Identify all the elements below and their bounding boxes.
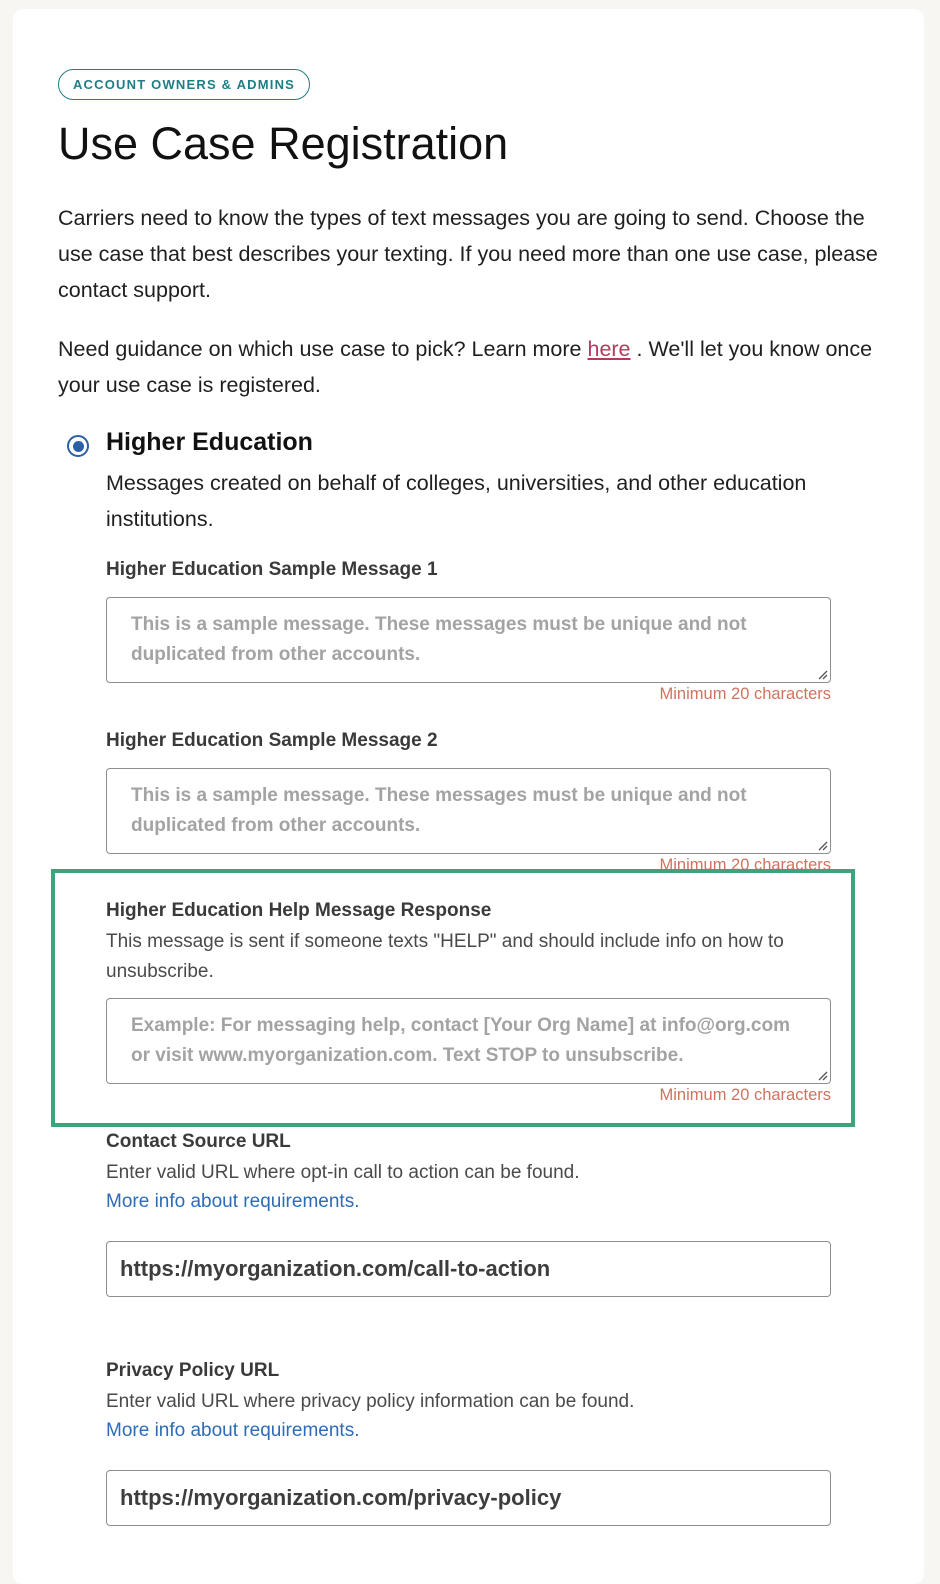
help-message-label: Higher Education Help Message Response — [106, 900, 492, 921]
sample-message-1-placeholder: This is a sample message. These messages must be unique and not duplicated from other accounts. — [131, 614, 747, 665]
guidance-text — [58, 331, 878, 403]
use-case-description: Messages created on behalf of colleges, universities, and other education institutions. — [106, 471, 807, 531]
contact-url-input[interactable]: https://myorganization.com/call-to-action — [106, 1241, 831, 1297]
sample-message-2-textarea[interactable] — [106, 768, 831, 854]
contact-url-requirements-link[interactable]: More info about requirements. — [106, 1191, 360, 1212]
intro-text: Carriers need to know the types of text messages you are going to send. Choose the use case that best describes your texting. If you need more than one use case, please contact support. — [58, 206, 878, 302]
sample-message-2-hint: Minimum 20 characters — [659, 856, 831, 874]
privacy-url-description: Enter valid URL where privacy policy information can be found. — [106, 1391, 635, 1412]
resize-handle-icon[interactable] — [816, 668, 828, 680]
contact-url-description: Enter valid URL where opt-in call to action can be found. — [106, 1162, 580, 1183]
resize-handle-icon[interactable] — [816, 839, 828, 851]
guidance-text-before: Need guidance on which use case to pick? Learn more — [58, 337, 582, 361]
help-message-description: This message is sent if someone texts "HELP" and should include info on how to unsubscribe. — [106, 931, 784, 982]
sample-message-1-label: Higher Education Sample Message 1 — [106, 559, 438, 580]
page-title: Use Case Registration — [58, 118, 509, 169]
use-case-radio-selected[interactable] — [67, 435, 89, 457]
radio-dot — [73, 441, 84, 452]
help-message-placeholder: Example: For messaging help, contact [Your Org Name] at info@org.com or visit www.myorganization.com. Text STOP to unsubscribe. — [131, 1015, 790, 1066]
contact-url-label: Contact Source URL — [106, 1131, 291, 1152]
help-message-textarea[interactable] — [106, 998, 831, 1084]
privacy-url-input[interactable]: https://myorganization.com/privacy-policy — [106, 1470, 831, 1526]
guidance-here-link[interactable]: here — [587, 337, 631, 361]
sample-message-1-textarea[interactable] — [106, 597, 831, 683]
privacy-url-requirements-link[interactable]: More info about requirements. — [106, 1420, 360, 1441]
role-badge: ACCOUNT OWNERS & ADMINS — [58, 69, 310, 100]
sample-message-2-label: Higher Education Sample Message 2 — [106, 730, 438, 751]
resize-handle-icon[interactable] — [816, 1069, 828, 1081]
help-message-hint: Minimum 20 characters — [659, 1086, 831, 1104]
guidance-text-after: . We'll let you know once your use case is registered. — [58, 337, 873, 397]
sample-message-2-placeholder: This is a sample message. These messages must be unique and not duplicated from other accounts. — [131, 785, 747, 836]
privacy-url-label: Privacy Policy URL — [106, 1360, 280, 1381]
sample-message-1-hint: Minimum 20 characters — [659, 685, 831, 703]
use-case-title[interactable]: Higher Education — [106, 428, 313, 456]
